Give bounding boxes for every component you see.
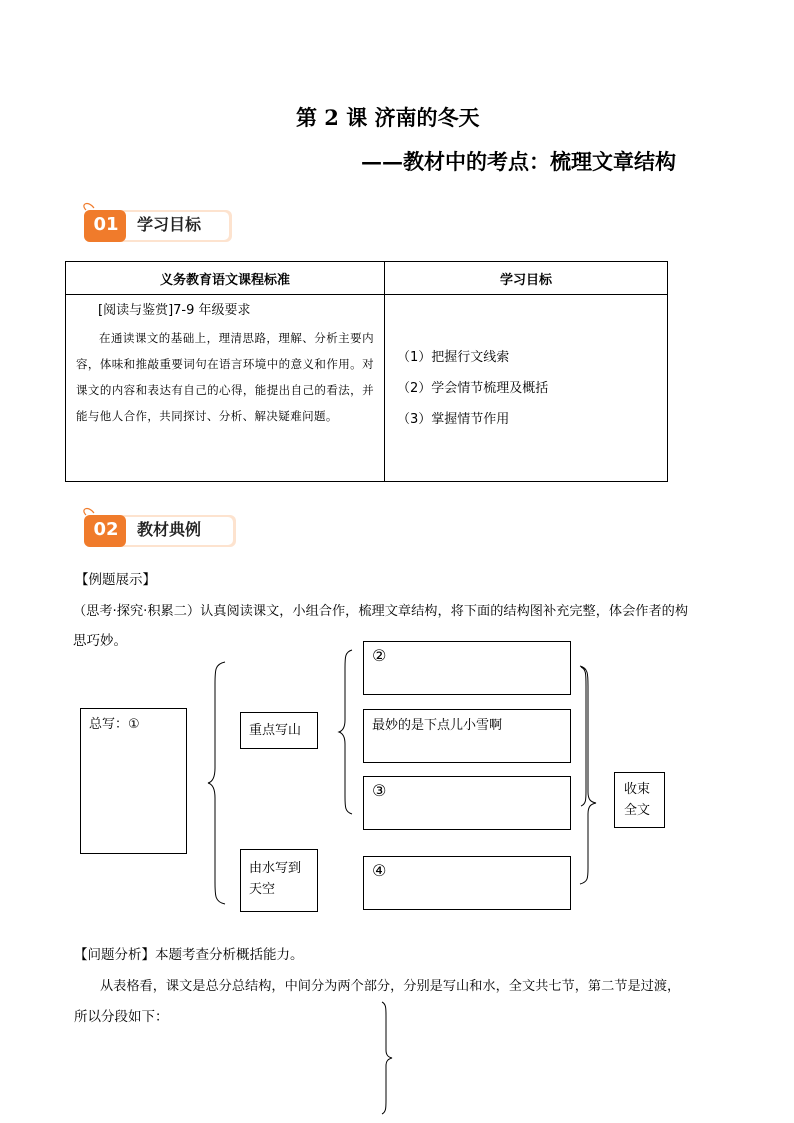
left-brace-icon: [205, 660, 229, 906]
section-label: 教材典例: [137, 520, 202, 539]
goal-item: （2）学会情节梳理及概括: [397, 380, 549, 396]
mountain-label: 重点写山: [249, 723, 302, 738]
mountain-box: [240, 712, 318, 749]
blank-label-3: ③: [372, 781, 387, 800]
requirement-text: 在通读课文的基础上，理清思路，理解、分析主要内容，体味和推敲重要词句在语言环境中的意义和作用。对课文的内容和表达有自己的心得，能提出自己的看法，并能与他人合作，共同探讨、分析、解决疑难问题。: [76, 331, 374, 423]
example-tag: 【例题展示】: [75, 572, 156, 588]
goal-item: （1）把握行文线索: [397, 349, 510, 365]
inner-right-brace-icon: [580, 666, 588, 808]
section-number: 01: [93, 214, 119, 235]
page-title: 第 2 课 济南的冬天: [296, 105, 480, 130]
summary-box: [80, 708, 187, 854]
question-line-2: 思巧妙。: [73, 633, 127, 649]
section-number: 02: [93, 519, 119, 540]
blank-label-2: ②: [372, 646, 387, 665]
water-label: 由水写到 天空: [249, 861, 302, 897]
blank-label-4: ④: [372, 861, 387, 880]
standard-cell: [66, 295, 385, 482]
mountain-brace-icon: [336, 648, 356, 816]
blank-box-4: [363, 856, 571, 910]
section-label: 学习目标: [137, 215, 202, 234]
segment-brace-icon: [380, 1000, 396, 1116]
blank-box-3: [363, 776, 571, 830]
snow-box: [363, 709, 571, 763]
analysis-intro: 本题考查分析概括能力。: [155, 947, 304, 963]
analysis-line-0: [74, 941, 304, 970]
goals-cell: [385, 295, 668, 482]
analysis-tag: 【问题分析】: [74, 947, 155, 963]
goals-table: [65, 261, 668, 482]
goal-item: （3）掌握情节作用: [397, 411, 510, 427]
end-box: [614, 772, 665, 828]
analysis-line-1: 从表格看，课文是总分总结构，中间分为两个部分，分别是写山和水，全文共七节，第二节是过渡，: [100, 979, 681, 994]
end-label: 收束 全文: [624, 782, 651, 818]
analysis-line-2: 所以分段如下：: [74, 1009, 169, 1025]
section-badge-02: [80, 503, 240, 557]
table-header-standard: 义务教育语文课程标准: [66, 262, 385, 295]
requirement-heading: [阅读与鉴赏]7-9 年级要求: [98, 303, 251, 318]
table-header-goals: 学习目标: [385, 262, 668, 295]
water-box: [240, 849, 318, 912]
question-line-1: （思考·探究·积累二）认真阅读课文，小组合作，梳理文章结构，将下面的结构图补充完整，体会作者的构: [73, 604, 689, 619]
page-subtitle: ——教材中的考点：梳理文章结构: [361, 149, 676, 174]
snow-label: 最妙的是下点儿小雪啊: [372, 718, 503, 733]
section-badge-01: [80, 198, 240, 252]
summary-label: 总写：①: [89, 717, 140, 732]
blank-box-2: [363, 641, 571, 695]
